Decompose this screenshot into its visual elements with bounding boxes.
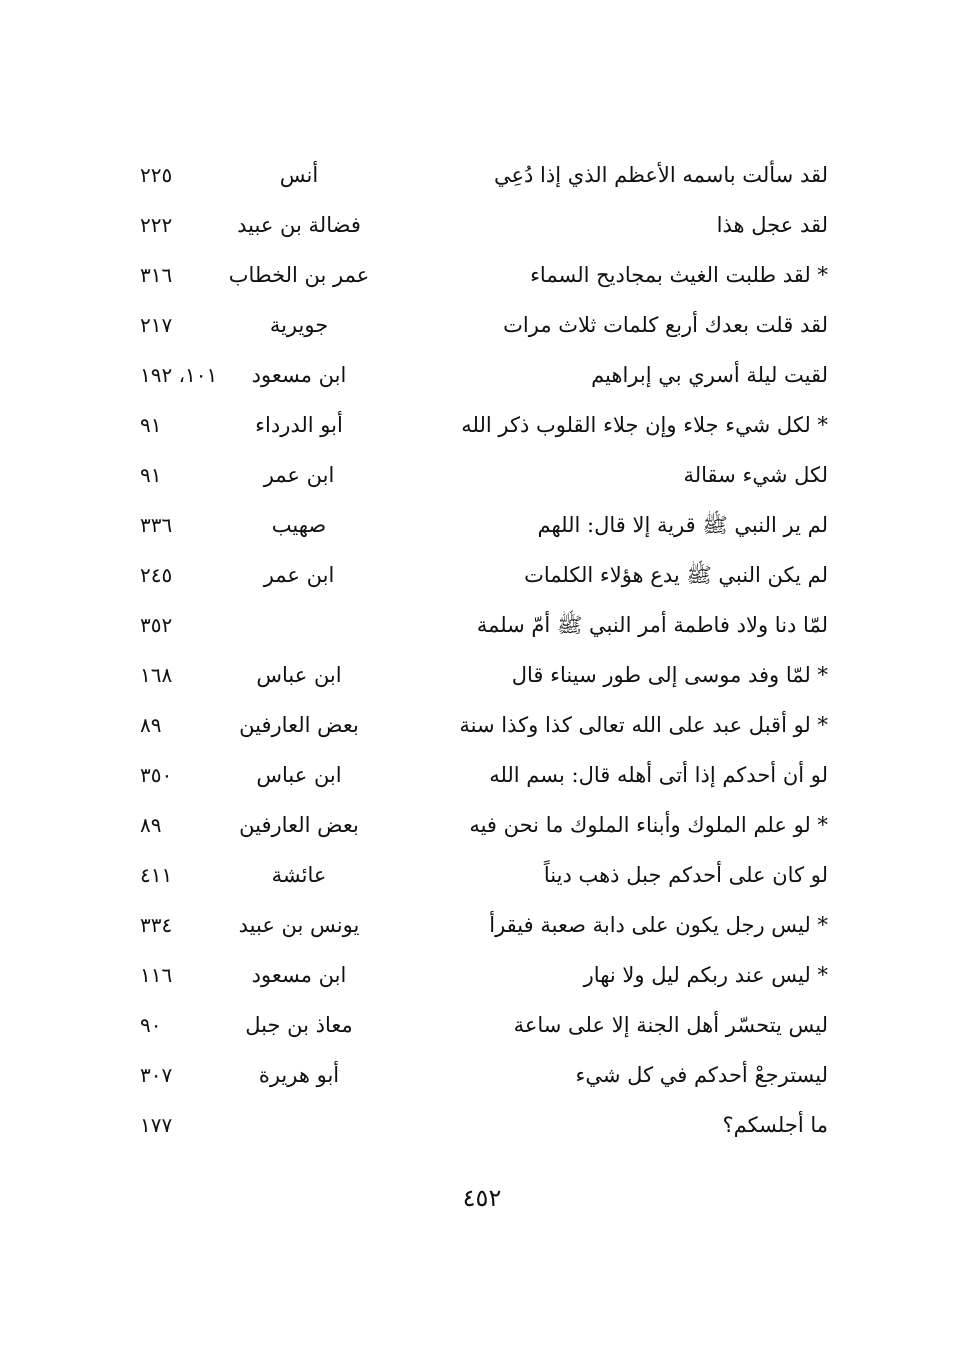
hadith-opening-text: ليسترجعْ أحدكم في كل شيء [575,1063,828,1087]
page-reference: ٢٤٥ [140,563,173,587]
page-reference: ٩٠ [140,1013,162,1037]
page-reference: ٣٠٧ [140,1063,173,1087]
narrator-name: ابن عمر [263,463,335,487]
narrator-name: أبو الدرداء [255,413,343,437]
hadith-opening-text: لمّا دنا ولاد فاطمة أمر النبي ﷺ أمّ سلمة [476,613,828,637]
page-reference: ١٧٧ [140,1113,173,1137]
index-row [0,500,964,550]
hadith-opening-text: * لمّا وفد موسى إلى طور سيناء قال [511,663,828,687]
narrator-name: أبو هريرة [258,1063,340,1087]
narrator-name: فضالة بن عبيد [237,213,361,237]
hadith-opening-text: لقيت ليلة أسري بي إبراهيم [591,363,828,387]
page-reference: ٨٩ [140,713,162,737]
page-reference: ٢١٧ [140,313,173,337]
page-reference: ٣٥٢ [140,613,173,637]
index-row [0,850,964,900]
index-row [0,200,964,250]
page-reference: ٣٣٤ [140,913,173,937]
index-row [0,650,964,700]
hadith-opening-text: ما أجلسكم؟ [722,1113,828,1137]
narrator-name: معاذ بن جبل [245,1013,353,1037]
index-row [0,800,964,850]
page-reference: ١١٦ [140,963,173,987]
hadith-opening-text: لم ير النبي ﷺ قرية إلا قال: اللهم [537,513,828,537]
page-reference: ٩١ [140,463,162,487]
index-row [0,600,964,650]
index-row [0,900,964,950]
narrator-name: أنس [279,163,319,187]
index-row [0,550,964,600]
page-number: ٤٥٢ [462,1184,502,1212]
hadith-opening-text: * ليس رجل يكون على دابة صعبة فيقرأ [489,913,828,937]
page-reference: ٣١٦ [140,263,173,287]
hadith-opening-text: لقد عجل هذا [716,213,828,237]
hadith-opening-text: * لقد طلبت الغيث بمجاديح السماء [530,263,828,287]
index-row [0,300,964,350]
hadith-opening-text: * لو علم الملوك وأبناء الملوك ما نحن فيه [469,813,828,837]
page-reference: ١٦٨ [140,663,173,687]
index-row [0,950,964,1000]
page-reference: ٩١ [140,413,162,437]
index-row [0,450,964,500]
page-reference: ٢٢٥ [140,163,173,187]
narrator-name: يونس بن عبيد [238,913,360,937]
hadith-index-list [0,150,964,1150]
narrator-name: بعض العارفين [239,713,359,737]
narrator-name: صهيب [271,513,327,537]
narrator-name: عائشة [271,863,327,887]
narrator-name: ابن عباس [256,663,342,687]
index-row [0,350,964,400]
narrator-name: ابن مسعود [251,963,347,987]
index-row [0,250,964,300]
index-row [0,1000,964,1050]
narrator-name: ابن عمر [263,563,335,587]
index-row [0,400,964,450]
index-row [0,1100,964,1150]
page-reference: ٣٥٠ [140,763,173,787]
index-row [0,700,964,750]
narrator-name: عمر بن الخطاب [228,263,370,287]
narrator-name: ابن مسعود [251,363,347,387]
hadith-opening-text: لم يكن النبي ﷺ يدع هؤلاء الكلمات [524,563,828,587]
hadith-opening-text: * ليس عند ربكم ليل ولا نهار [583,963,828,987]
page-reference: ١٠١، ١٩٢ [140,363,218,387]
hadith-opening-text: * لكل شيء جلاء وإن جلاء القلوب ذكر الله [461,413,828,437]
index-row [0,1050,964,1100]
hadith-opening-text: * لو أقبل عبد على الله تعالى كذا وكذا سنة [459,713,828,737]
hadith-opening-text: لو كان على أحدكم جبل ذهب ديناً [543,863,828,887]
hadith-opening-text: لقد سألت باسمه الأعظم الذي إذا دُعِي [494,163,828,187]
page-reference: ٨٩ [140,813,162,837]
hadith-opening-text: لكل شيء سقالة [683,463,828,487]
page-reference: ٣٣٦ [140,513,173,537]
narrator-name: بعض العارفين [239,813,359,837]
narrator-name: جويرية [269,313,329,337]
hadith-opening-text: ليس يتحسّر أهل الجنة إلا على ساعة [513,1013,828,1037]
index-row [0,750,964,800]
hadith-opening-text: لقد قلت بعدك أربع كلمات ثلاث مرات [503,313,828,337]
hadith-opening-text: لو أن أحدكم إذا أتى أهله قال: بسم الله [489,763,828,787]
index-row [0,150,964,200]
narrator-name: ابن عباس [256,763,342,787]
page-reference: ٢٢٢ [140,213,173,237]
page-reference: ٤١١ [140,863,173,887]
